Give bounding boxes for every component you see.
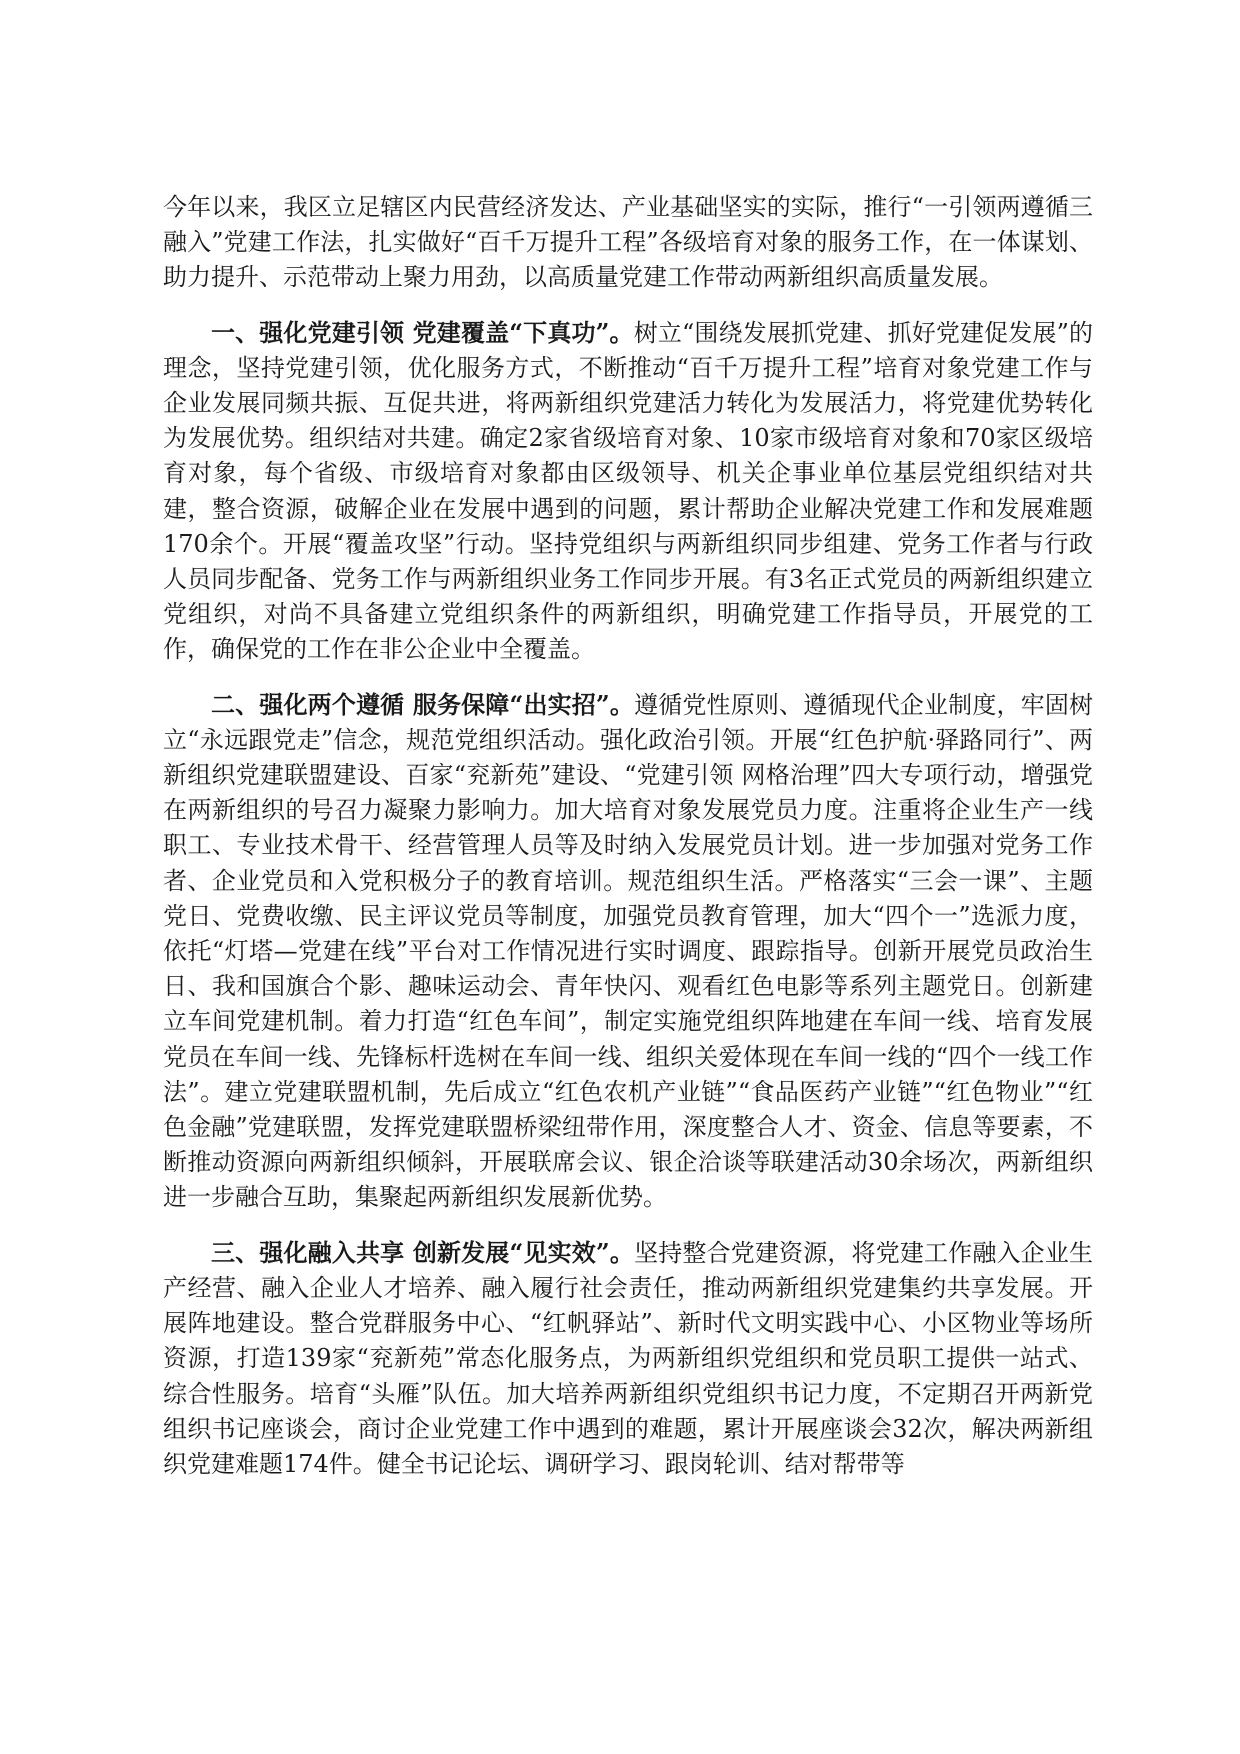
document-body — [163, 190, 1093, 1501]
intro-paragraph: 今年以来，我区立足辖区内民营经济发达、产业基础坚实的实际，推行“一引领两遵循三融入”党建工作法，扎实做好“百千万提升工程”各级培育对象的服务工作，在一体谋划、助力提升、示范带动上聚力用劲，以高质量党建工作带动两新组织高质量发展。 — [163, 193, 1093, 292]
section-1-paragraph — [163, 315, 1093, 668]
section-3-paragraph — [163, 1235, 1093, 1482]
section-2-heading: 二、强化两个遵循 服务保障“出实招”。 — [211, 689, 635, 719]
section-3-body: 坚持整合党建资源，将党建工作融入企业生产经营、融入企业人才培养、融入履行社会责任，推动两新组织党建集约共享发展。开展阵地建设。整合党群服务中心、“红帆驿站”、新时代文明实践中心、小区物业等场所资源，打造139家“兖新苑”常态化服务点，为两新组织党组织和党员职工提供一站式、综合性服务。培育“头雁”队伍。加大培养两新组织党组织书记力度，不定期召开两新党组织书记座谈会，商讨企业党建工作中遇到的难题，累计开展座谈会32次，解决两新组织党建难题174件。健全书记论坛、调研学习、跟岗轮训、结对帮带等 — [163, 1238, 1093, 1478]
section-1-heading: 一、强化党建引领 党建覆盖“下真功”。 — [211, 317, 634, 347]
section-2-paragraph — [163, 687, 1093, 1216]
section-1-body: 树立“围绕发展抓党建、抓好党建促发展”的理念，坚持党建引领，优化服务方式，不断推动“百千万提升工程”培育对象党建工作与企业发展同频共振、互促共进，将两新组织党建活力转化为发展活力，将党建优势转化为发展优势。组织结对共建。确定2家省级培育对象、10家市级培育对象和70家区级培育对象，每个省级、市级培育对象都由区级领导、机关企事业单位基层党组织结对共建，整合资源，破解企业在发展中遇到的问题，累计帮助企业解决党建工作和发展难题170余个。开展“覆盖攻坚”行动。坚持党组织与两新组织同步组建、党务工作者与行政人员同步配备、党务工作与两新组织业务工作同步开展。有3名正式党员的两新组织建立党组织，对尚不具备建立党组织条件的两新组织，明确党建工作指导员，开展党的工作，确保党的工作在非公企业中全覆盖。 — [163, 318, 1093, 664]
section-3-heading: 三、强化融入共享 创新发展“见实效”。 — [211, 1237, 635, 1267]
section-2-body: 遵循党性原则、遵循现代企业制度，牢固树立“永远跟党走”信念，规范党组织活动。强化政治引领。开展“红色护航·驿路同行”、两新组织党建联盟建设、百家“兖新苑”建设、“党建引领 网格治理”四大专项行动，增强党在两新组织的号召力凝聚力影响力。加大培育对象发展党员力度。注重将企业生产一线职工、专业技术骨干、经营管理人员等及时纳入发展党员计划。进一步加强对党务工作者、企业党员和入党积极分子的教育培训。规范组织生活。严格落实“三会一课”、主题党日、党费收缴、民主评议党员等制度，加强党员教育管理，加大“四个一”选派力度，依托“灯塔—党建在线”平台对工作情况进行实时调度、跟踪指导。创新开展党员政治生日、我和国旗合个影、趣味运动会、青年快闪、观看红色电影等系列主题党日。创新建立车间党建机制。着力打造“红色车间”，制定实施党组织阵地建在车间一线、培育发展党员在车间一线、先锋标杆选树在车间一线、组织关爱体现在车间一线的“四个一线工作法”。建立党建联盟机制，先后成立“红色农机产业链”“食品医药产业链”“红色物业”“红色金融”党建联盟，发挥党建联盟桥梁纽带作用，深度整合人才、资金、信息等要素，不断推动资源向两新组织倾斜，开展联席会议、银企洽谈等联建活动30余场次，两新组织进一步融合互助，集聚起两新组织发展新优势。 — [163, 690, 1093, 1212]
